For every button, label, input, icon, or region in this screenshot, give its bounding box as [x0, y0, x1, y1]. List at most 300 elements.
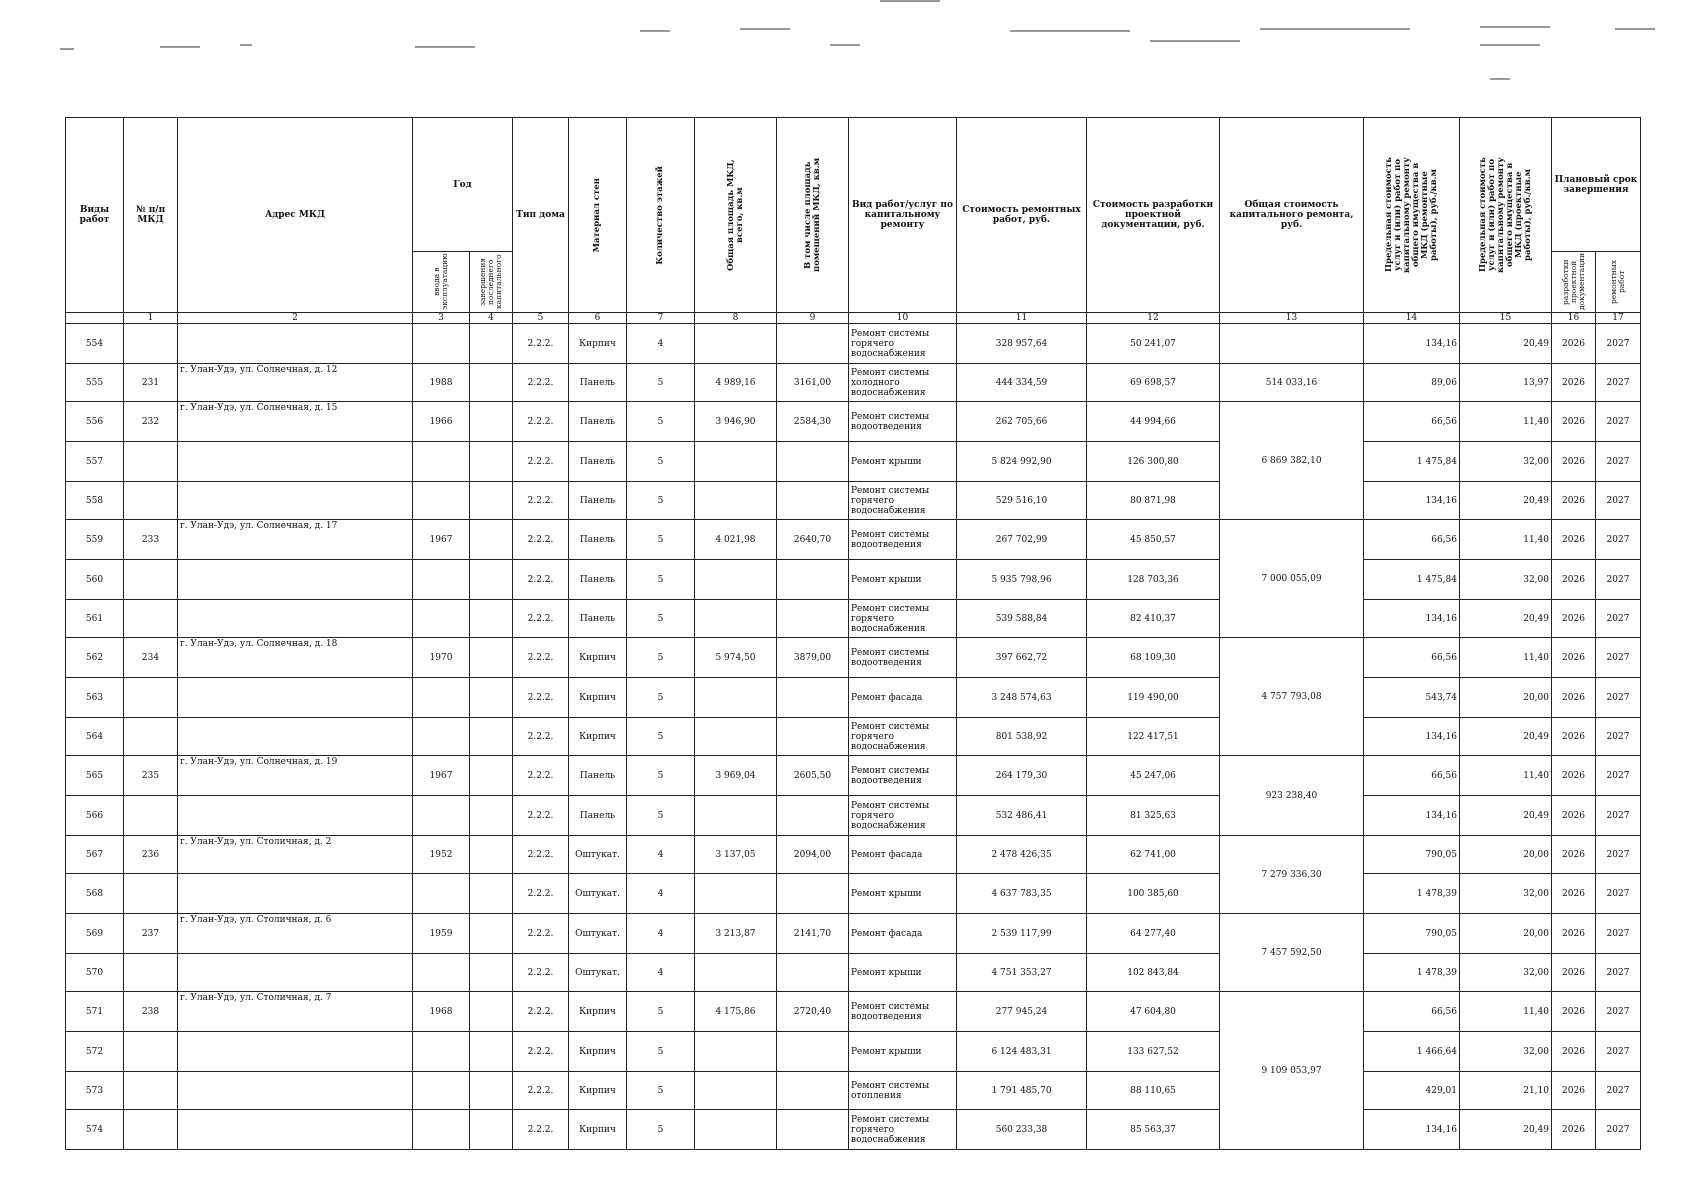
limit-design-cell: 21,10: [1460, 1072, 1552, 1110]
year-commission-cell: [413, 874, 470, 914]
vid-cell: 574: [66, 1110, 124, 1150]
deadline-repair-cell: 2027: [1596, 678, 1641, 718]
limit-design-cell: 20,49: [1460, 324, 1552, 364]
deadline-design-cell: 2026: [1552, 482, 1596, 520]
wall-material-cell: Панель: [569, 402, 627, 442]
work-type-cell: Ремонт системы горячего водоснабжения: [849, 1110, 957, 1150]
table-row: [66, 482, 1641, 520]
repair-cost-cell: 3 248 574,63: [957, 678, 1087, 718]
column-number-cell: 16: [1552, 313, 1596, 324]
work-type-cell: Ремонт системы водоотведения: [849, 402, 957, 442]
design-cost-cell: 100 385,60: [1087, 874, 1220, 914]
address-cell: г. Улан-Удэ, ул. Столичная, д. 7: [178, 992, 413, 1032]
header-year-last-repair: завершения последнего капитального: [470, 252, 513, 313]
deadline-repair-cell: 2027: [1596, 364, 1641, 402]
house-type-cell: 2.2.2.: [513, 718, 569, 756]
year-repair-cell: [470, 914, 513, 954]
premises-area-cell: [777, 718, 849, 756]
deadline-design-cell: 2026: [1552, 874, 1596, 914]
header-year: Год: [413, 118, 513, 252]
deadline-repair-cell: 2027: [1596, 1032, 1641, 1072]
table-row: [66, 796, 1641, 836]
repair-cost-cell: 560 233,38: [957, 1110, 1087, 1150]
floors-cell: 5: [627, 1072, 695, 1110]
premises-area-cell: 3879,00: [777, 638, 849, 678]
address-cell: [178, 954, 413, 992]
deadline-repair-cell: 2027: [1596, 992, 1641, 1032]
floors-cell: 5: [627, 560, 695, 600]
total-area-cell: [695, 1110, 777, 1150]
total-area-cell: 4 989,16: [695, 364, 777, 402]
limit-repair-cell: 790,05: [1364, 836, 1460, 874]
limit-design-cell: 20,49: [1460, 796, 1552, 836]
vid-cell: 556: [66, 402, 124, 442]
mkd-cell: [124, 796, 178, 836]
work-type-cell: Ремонт крыши: [849, 442, 957, 482]
total-area-cell: [695, 1032, 777, 1072]
year-repair-cell: [470, 678, 513, 718]
year-repair-cell: [470, 992, 513, 1032]
limit-repair-cell: 134,16: [1364, 1110, 1460, 1150]
vid-cell: 563: [66, 678, 124, 718]
deadline-design-cell: 2026: [1552, 638, 1596, 678]
year-commission-cell: 1967: [413, 756, 470, 796]
column-number-cell: [66, 313, 124, 324]
column-number-row: [66, 313, 1641, 324]
address-cell: [178, 678, 413, 718]
limit-design-cell: 20,00: [1460, 836, 1552, 874]
premises-area-cell: [777, 1072, 849, 1110]
year-commission-cell: [413, 1072, 470, 1110]
limit-design-cell: 32,00: [1460, 954, 1552, 992]
work-type-cell: Ремонт системы горячего водоснабжения: [849, 482, 957, 520]
design-cost-cell: 68 109,30: [1087, 638, 1220, 678]
house-type-cell: 2.2.2.: [513, 520, 569, 560]
premises-area-cell: 2640,70: [777, 520, 849, 560]
year-repair-cell: [470, 482, 513, 520]
wall-material-cell: Панель: [569, 482, 627, 520]
mkd-cell: 233: [124, 520, 178, 560]
column-number-cell: 13: [1220, 313, 1364, 324]
limit-design-cell: 20,49: [1460, 600, 1552, 638]
premises-area-cell: [777, 482, 849, 520]
limit-design-cell: 32,00: [1460, 874, 1552, 914]
header-work-type: Вид работ/услуг по капитальному ремонту: [849, 118, 957, 313]
repair-cost-cell: 5 824 992,90: [957, 442, 1087, 482]
limit-repair-cell: 66,56: [1364, 402, 1460, 442]
deadline-repair-cell: 2027: [1596, 874, 1641, 914]
table-row: [66, 560, 1641, 600]
column-number-cell: 5: [513, 313, 569, 324]
table-row: [66, 1032, 1641, 1072]
mkd-cell: [124, 874, 178, 914]
mkd-cell: [124, 1110, 178, 1150]
address-cell: [178, 874, 413, 914]
repair-cost-cell: 277 945,24: [957, 992, 1087, 1032]
deadline-design-cell: 2026: [1552, 796, 1596, 836]
limit-repair-cell: 1 475,84: [1364, 442, 1460, 482]
header-vid-rabot: Виды работ: [66, 118, 124, 313]
mkd-cell: 236: [124, 836, 178, 874]
deadline-design-cell: 2026: [1552, 324, 1596, 364]
wall-material-cell: Кирпич: [569, 1110, 627, 1150]
column-number-cell: 10: [849, 313, 957, 324]
year-repair-cell: [470, 954, 513, 992]
house-type-cell: 2.2.2.: [513, 482, 569, 520]
repair-cost-cell: 1 791 485,70: [957, 1072, 1087, 1110]
premises-area-cell: [777, 954, 849, 992]
mkd-cell: 235: [124, 756, 178, 796]
header-deadline-repair: ремонтных работ: [1596, 252, 1641, 313]
deadline-repair-cell: 2027: [1596, 718, 1641, 756]
floors-cell: 5: [627, 756, 695, 796]
column-number-cell: 8: [695, 313, 777, 324]
header-design-cost: Стоимость разработки проектной документации, руб.: [1087, 118, 1220, 313]
total-area-cell: [695, 678, 777, 718]
deadline-repair-cell: 2027: [1596, 482, 1641, 520]
repair-program-table: [65, 117, 1641, 1150]
floors-cell: 5: [627, 678, 695, 718]
limit-repair-cell: 1 466,64: [1364, 1032, 1460, 1072]
year-commission-cell: 1952: [413, 836, 470, 874]
mkd-cell: [124, 482, 178, 520]
header-deadline-design: разработки проектной документации: [1552, 252, 1596, 313]
header-limit-cost-repair: Предельная стоимость услуг и (или) работ по капитальному ремонту общего имущества в МКД (ремонтные работы), руб./кв.м: [1364, 118, 1460, 313]
house-type-cell: 2.2.2.: [513, 992, 569, 1032]
header-num-mkd: № п/п МКД: [124, 118, 178, 313]
deadline-design-cell: 2026: [1552, 402, 1596, 442]
deadline-repair-cell: 2027: [1596, 402, 1641, 442]
house-type-cell: 2.2.2.: [513, 442, 569, 482]
column-number-cell: 17: [1596, 313, 1641, 324]
design-cost-cell: 44 994,66: [1087, 402, 1220, 442]
floors-cell: 4: [627, 914, 695, 954]
work-type-cell: Ремонт фасада: [849, 914, 957, 954]
year-repair-cell: [470, 1110, 513, 1150]
year-commission-cell: [413, 796, 470, 836]
limit-design-cell: 11,40: [1460, 638, 1552, 678]
deadline-design-cell: 2026: [1552, 756, 1596, 796]
wall-material-cell: Панель: [569, 560, 627, 600]
deadline-repair-cell: 2027: [1596, 1110, 1641, 1150]
year-repair-cell: [470, 364, 513, 402]
wall-material-cell: Панель: [569, 796, 627, 836]
limit-design-cell: 32,00: [1460, 1032, 1552, 1072]
table-row: [66, 836, 1641, 874]
repair-cost-cell: 2 539 117,99: [957, 914, 1087, 954]
vid-cell: 566: [66, 796, 124, 836]
deadline-repair-cell: 2027: [1596, 756, 1641, 796]
work-type-cell: Ремонт крыши: [849, 954, 957, 992]
year-repair-cell: [470, 836, 513, 874]
column-number-cell: 12: [1087, 313, 1220, 324]
table-row: [66, 718, 1641, 756]
total-cost-cell: 9 109 053,97: [1220, 992, 1364, 1150]
mkd-cell: 232: [124, 402, 178, 442]
premises-area-cell: [777, 1032, 849, 1072]
design-cost-cell: 47 604,80: [1087, 992, 1220, 1032]
wall-material-cell: Кирпич: [569, 678, 627, 718]
header-premises-area: В том числе площадь помещений МКД, кв.м: [777, 118, 849, 313]
house-type-cell: 2.2.2.: [513, 1110, 569, 1150]
column-number-cell: 1: [124, 313, 178, 324]
total-cost-cell: 7 457 592,50: [1220, 914, 1364, 992]
limit-design-cell: 20,49: [1460, 482, 1552, 520]
floors-cell: 5: [627, 1110, 695, 1150]
wall-material-cell: Панель: [569, 756, 627, 796]
design-cost-cell: 50 241,07: [1087, 324, 1220, 364]
mkd-cell: [124, 442, 178, 482]
header-repair-cost: Стоимость ремонтных работ, руб.: [957, 118, 1087, 313]
deadline-repair-cell: 2027: [1596, 560, 1641, 600]
year-commission-cell: 1968: [413, 992, 470, 1032]
address-cell: [178, 1072, 413, 1110]
column-number-cell: 4: [470, 313, 513, 324]
header-address: Адрес МКД: [178, 118, 413, 313]
year-repair-cell: [470, 520, 513, 560]
header-limit-cost-design: Предельная стоимость услуг и (или) работ по капитальному ремонту общего имущества в МКД (проектные работы), руб./кв.м: [1460, 118, 1552, 313]
vid-cell: 573: [66, 1072, 124, 1110]
design-cost-cell: 45 850,57: [1087, 520, 1220, 560]
repair-cost-cell: 328 957,64: [957, 324, 1087, 364]
table-row: [66, 954, 1641, 992]
deadline-design-cell: 2026: [1552, 442, 1596, 482]
floors-cell: 5: [627, 442, 695, 482]
premises-area-cell: 2584,30: [777, 402, 849, 442]
mkd-cell: 237: [124, 914, 178, 954]
wall-material-cell: Кирпич: [569, 324, 627, 364]
limit-repair-cell: 134,16: [1364, 718, 1460, 756]
house-type-cell: 2.2.2.: [513, 954, 569, 992]
year-repair-cell: [470, 442, 513, 482]
address-cell: г. Улан-Удэ, ул. Столичная, д. 2: [178, 836, 413, 874]
total-area-cell: 4 175,86: [695, 992, 777, 1032]
total-area-cell: 4 021,98: [695, 520, 777, 560]
premises-area-cell: 3161,00: [777, 364, 849, 402]
total-cost-cell: 923 238,40: [1220, 756, 1364, 836]
wall-material-cell: Панель: [569, 520, 627, 560]
deadline-repair-cell: 2027: [1596, 442, 1641, 482]
total-area-cell: 3 969,04: [695, 756, 777, 796]
floors-cell: 4: [627, 954, 695, 992]
mkd-cell: 234: [124, 638, 178, 678]
premises-area-cell: [777, 560, 849, 600]
deadline-repair-cell: 2027: [1596, 1072, 1641, 1110]
address-cell: [178, 1110, 413, 1150]
year-repair-cell: [470, 756, 513, 796]
address-cell: [178, 796, 413, 836]
column-number-cell: 7: [627, 313, 695, 324]
house-type-cell: 2.2.2.: [513, 1072, 569, 1110]
floors-cell: 5: [627, 992, 695, 1032]
limit-design-cell: 20,49: [1460, 718, 1552, 756]
vid-cell: 560: [66, 560, 124, 600]
total-area-cell: [695, 1072, 777, 1110]
wall-material-cell: Панель: [569, 600, 627, 638]
limit-repair-cell: 66,56: [1364, 756, 1460, 796]
mkd-cell: 231: [124, 364, 178, 402]
deadline-repair-cell: 2027: [1596, 836, 1641, 874]
deadline-repair-cell: 2027: [1596, 600, 1641, 638]
total-area-cell: [695, 442, 777, 482]
year-commission-cell: [413, 718, 470, 756]
vid-cell: 571: [66, 992, 124, 1032]
year-repair-cell: [470, 874, 513, 914]
table-row: [66, 914, 1641, 954]
address-cell: г. Улан-Удэ, ул. Солнечная, д. 12: [178, 364, 413, 402]
address-cell: [178, 718, 413, 756]
deadline-design-cell: 2026: [1552, 954, 1596, 992]
mkd-cell: [124, 600, 178, 638]
limit-repair-cell: 66,56: [1364, 638, 1460, 678]
deadline-design-cell: 2026: [1552, 364, 1596, 402]
vid-cell: 565: [66, 756, 124, 796]
deadline-design-cell: 2026: [1552, 718, 1596, 756]
deadline-design-cell: 2026: [1552, 1032, 1596, 1072]
vid-cell: 558: [66, 482, 124, 520]
limit-design-cell: 13,97: [1460, 364, 1552, 402]
house-type-cell: 2.2.2.: [513, 324, 569, 364]
address-cell: г. Улан-Удэ, ул. Солнечная, д. 18: [178, 638, 413, 678]
address-cell: г. Улан-Удэ, ул. Солнечная, д. 17: [178, 520, 413, 560]
scan-artifacts: [0, 0, 1698, 110]
year-commission-cell: [413, 560, 470, 600]
column-number-cell: 3: [413, 313, 470, 324]
table-row: [66, 1072, 1641, 1110]
mkd-cell: 238: [124, 992, 178, 1032]
year-commission-cell: 1988: [413, 364, 470, 402]
year-commission-cell: 1966: [413, 402, 470, 442]
address-cell: [178, 482, 413, 520]
mkd-cell: [124, 678, 178, 718]
address-cell: [178, 324, 413, 364]
year-repair-cell: [470, 718, 513, 756]
deadline-design-cell: 2026: [1552, 600, 1596, 638]
floors-cell: 5: [627, 796, 695, 836]
limit-repair-cell: 1 478,39: [1364, 874, 1460, 914]
premises-area-cell: [777, 796, 849, 836]
year-commission-cell: [413, 482, 470, 520]
wall-material-cell: Панель: [569, 442, 627, 482]
premises-area-cell: 2605,50: [777, 756, 849, 796]
year-repair-cell: [470, 600, 513, 638]
floors-cell: 4: [627, 874, 695, 914]
work-type-cell: Ремонт крыши: [849, 874, 957, 914]
year-commission-cell: [413, 1110, 470, 1150]
deadline-repair-cell: 2027: [1596, 324, 1641, 364]
deadline-repair-cell: 2027: [1596, 638, 1641, 678]
year-repair-cell: [470, 402, 513, 442]
floors-cell: 5: [627, 638, 695, 678]
header-row-main: [66, 118, 1641, 252]
limit-repair-cell: 1 478,39: [1364, 954, 1460, 992]
work-type-cell: Ремонт системы водоотведения: [849, 992, 957, 1032]
floors-cell: 5: [627, 364, 695, 402]
wall-material-cell: Панель: [569, 364, 627, 402]
total-cost-cell: [1220, 324, 1364, 364]
table-row: [66, 678, 1641, 718]
address-cell: [178, 600, 413, 638]
deadline-repair-cell: 2027: [1596, 954, 1641, 992]
deadline-design-cell: 2026: [1552, 1110, 1596, 1150]
column-number-cell: 6: [569, 313, 627, 324]
limit-design-cell: 20,49: [1460, 1110, 1552, 1150]
total-area-cell: [695, 324, 777, 364]
vid-cell: 568: [66, 874, 124, 914]
work-type-cell: Ремонт системы водоотведения: [849, 756, 957, 796]
table-row: [66, 874, 1641, 914]
design-cost-cell: 81 325,63: [1087, 796, 1220, 836]
column-number-cell: 11: [957, 313, 1087, 324]
year-commission-cell: 1967: [413, 520, 470, 560]
column-number-cell: 14: [1364, 313, 1460, 324]
house-type-cell: 2.2.2.: [513, 914, 569, 954]
total-cost-cell: 7 279 336,30: [1220, 836, 1364, 914]
total-area-cell: 3 946,90: [695, 402, 777, 442]
header-deadline: Плановый срок завершения: [1552, 118, 1641, 252]
vid-cell: 572: [66, 1032, 124, 1072]
mkd-cell: [124, 560, 178, 600]
total-area-cell: [695, 482, 777, 520]
address-cell: [178, 442, 413, 482]
mkd-cell: [124, 718, 178, 756]
premises-area-cell: [777, 1110, 849, 1150]
limit-repair-cell: 89,06: [1364, 364, 1460, 402]
limit-repair-cell: 66,56: [1364, 520, 1460, 560]
work-type-cell: Ремонт фасада: [849, 678, 957, 718]
year-commission-cell: [413, 600, 470, 638]
address-cell: г. Улан-Удэ, ул. Солнечная, д. 19: [178, 756, 413, 796]
column-number-cell: 9: [777, 313, 849, 324]
repair-cost-cell: 264 179,30: [957, 756, 1087, 796]
work-type-cell: Ремонт системы водоотведения: [849, 638, 957, 678]
limit-repair-cell: 134,16: [1364, 600, 1460, 638]
address-cell: [178, 560, 413, 600]
wall-material-cell: Оштукат.: [569, 914, 627, 954]
repair-cost-cell: 529 516,10: [957, 482, 1087, 520]
wall-material-cell: Оштукат.: [569, 954, 627, 992]
total-area-cell: 3 213,87: [695, 914, 777, 954]
limit-repair-cell: 1 475,84: [1364, 560, 1460, 600]
address-cell: [178, 1032, 413, 1072]
year-repair-cell: [470, 324, 513, 364]
total-cost-cell: 6 869 382,10: [1220, 402, 1364, 520]
wall-material-cell: Оштукат.: [569, 874, 627, 914]
limit-design-cell: 20,00: [1460, 914, 1552, 954]
total-area-cell: [695, 718, 777, 756]
premises-area-cell: [777, 874, 849, 914]
header-house-type: Тип дома: [513, 118, 569, 313]
premises-area-cell: [777, 678, 849, 718]
total-area-cell: [695, 874, 777, 914]
floors-cell: 5: [627, 600, 695, 638]
work-type-cell: Ремонт системы горячего водоснабжения: [849, 324, 957, 364]
limit-design-cell: 20,00: [1460, 678, 1552, 718]
design-cost-cell: 122 417,51: [1087, 718, 1220, 756]
repair-cost-cell: 262 705,66: [957, 402, 1087, 442]
column-number-cell: 15: [1460, 313, 1552, 324]
year-commission-cell: [413, 442, 470, 482]
vid-cell: 569: [66, 914, 124, 954]
vid-cell: 554: [66, 324, 124, 364]
design-cost-cell: 69 698,57: [1087, 364, 1220, 402]
house-type-cell: 2.2.2.: [513, 560, 569, 600]
house-type-cell: 2.2.2.: [513, 364, 569, 402]
total-area-cell: 3 137,05: [695, 836, 777, 874]
table-row: [66, 324, 1641, 364]
mkd-cell: [124, 1072, 178, 1110]
vid-cell: 564: [66, 718, 124, 756]
